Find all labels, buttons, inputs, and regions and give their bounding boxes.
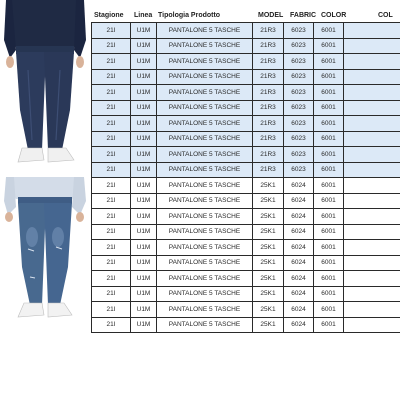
cell-fabric: 6024 [284,287,314,302]
cell-model: 21R3 [253,147,284,162]
cell-fabric: 6024 [284,225,314,240]
table-row [91,54,400,70]
cell-model: 25K1 [253,178,284,193]
cell-linea: U1M [131,302,157,317]
cell-fabric: 6024 [284,318,314,333]
cell-linea: U1M [131,85,157,100]
cell-tipologia: PANTALONE 5 TASCHE [157,163,253,178]
cell-fabric: 6024 [284,209,314,224]
header-stagione: Stagione [94,12,124,19]
cell-model: 21R3 [253,85,284,100]
cell-model: 25K1 [253,209,284,224]
cell-stagione: 21I [91,132,131,147]
cell-model: 21R3 [253,39,284,54]
cell-fabric: 6023 [284,132,314,147]
cell-fabric: 6024 [284,302,314,317]
cell-col [344,101,400,116]
cell-color: 6001 [314,54,344,69]
cell-model: 25K1 [253,287,284,302]
cell-stagione: 21I [91,302,131,317]
cell-stagione: 21I [91,194,131,209]
cell-model: 25K1 [253,225,284,240]
cell-col [344,54,400,69]
cell-col [344,70,400,85]
cell-tipologia: PANTALONE 5 TASCHE [157,70,253,85]
cell-col [344,225,400,240]
cell-tipologia: PANTALONE 5 TASCHE [157,178,253,193]
cell-color: 6001 [314,271,344,286]
cell-linea: U1M [131,54,157,69]
table-row [91,85,400,101]
cell-color: 6001 [314,23,344,38]
cell-stagione: 21I [91,23,131,38]
table-row [91,318,400,334]
cell-linea: U1M [131,271,157,286]
cell-color: 6001 [314,178,344,193]
cell-color: 6001 [314,39,344,54]
cell-col [344,287,400,302]
cell-color: 6001 [314,194,344,209]
cell-fabric: 6024 [284,194,314,209]
cell-col [344,147,400,162]
cell-tipologia: PANTALONE 5 TASCHE [157,147,253,162]
header-color: COLOR [321,12,347,19]
cell-col [344,163,400,178]
cell-color: 6001 [314,287,344,302]
cell-stagione: 21I [91,318,131,333]
cell-fabric: 6023 [284,85,314,100]
table-row [91,116,400,132]
table-row [91,209,400,225]
cell-color: 6001 [314,132,344,147]
cell-stagione: 21I [91,287,131,302]
cell-linea: U1M [131,209,157,224]
cell-col [344,194,400,209]
cell-linea: U1M [131,39,157,54]
table-row [91,302,400,318]
cell-fabric: 6023 [284,163,314,178]
cell-fabric: 6024 [284,178,314,193]
cell-model: 21R3 [253,70,284,85]
cell-linea: U1M [131,287,157,302]
cell-model: 21R3 [253,54,284,69]
cell-linea: U1M [131,178,157,193]
cell-tipologia: PANTALONE 5 TASCHE [157,54,253,69]
cell-col [344,318,400,333]
cell-color: 6001 [314,116,344,131]
cell-stagione: 21I [91,163,131,178]
cell-tipologia: PANTALONE 5 TASCHE [157,116,253,131]
cell-color: 6001 [314,163,344,178]
cell-tipologia: PANTALONE 5 TASCHE [157,85,253,100]
header-fabric: FABRIC [290,12,317,19]
cell-stagione: 21I [91,240,131,255]
cell-fabric: 6023 [284,54,314,69]
cell-color: 6001 [314,209,344,224]
table-row [91,256,400,272]
table-row [91,39,400,55]
cell-stagione: 21I [91,39,131,54]
cell-color: 6001 [314,85,344,100]
cell-linea: U1M [131,240,157,255]
cell-fabric: 6023 [284,147,314,162]
cell-stagione: 21I [91,101,131,116]
cell-tipologia: PANTALONE 5 TASCHE [157,318,253,333]
cell-linea: U1M [131,23,157,38]
cell-stagione: 21I [91,54,131,69]
cell-fabric: 6023 [284,23,314,38]
product-image-distressed-jeans [0,177,88,330]
cell-col [344,178,400,193]
product-image-dark-jeans [0,0,88,176]
header-col-truncated: COL [378,12,393,19]
cell-model: 25K1 [253,256,284,271]
cell-tipologia: PANTALONE 5 TASCHE [157,271,253,286]
cell-col [344,271,400,286]
cell-color: 6001 [314,101,344,116]
table-row [91,287,400,303]
table-row [91,147,400,163]
cell-linea: U1M [131,70,157,85]
table-row [91,132,400,148]
cell-color: 6001 [314,70,344,85]
product-table [91,22,400,333]
cell-col [344,132,400,147]
cell-tipologia: PANTALONE 5 TASCHE [157,256,253,271]
cell-linea: U1M [131,147,157,162]
cell-color: 6001 [314,147,344,162]
cell-stagione: 21I [91,256,131,271]
cell-fabric: 6023 [284,101,314,116]
cell-col [344,256,400,271]
cell-stagione: 21I [91,147,131,162]
cell-fabric: 6024 [284,256,314,271]
cell-linea: U1M [131,225,157,240]
cell-model: 25K1 [253,318,284,333]
cell-stagione: 21I [91,116,131,131]
cell-color: 6001 [314,240,344,255]
cell-stagione: 21I [91,271,131,286]
cell-tipologia: PANTALONE 5 TASCHE [157,101,253,116]
cell-color: 6001 [314,225,344,240]
cell-color: 6001 [314,302,344,317]
cell-color: 6001 [314,318,344,333]
table-row [91,194,400,210]
cell-fabric: 6023 [284,116,314,131]
cell-fabric: 6024 [284,271,314,286]
cell-col [344,85,400,100]
table-row [91,178,400,194]
cell-fabric: 6023 [284,70,314,85]
cell-tipologia: PANTALONE 5 TASCHE [157,287,253,302]
cell-tipologia: PANTALONE 5 TASCHE [157,302,253,317]
cell-col [344,209,400,224]
cell-linea: U1M [131,163,157,178]
cell-fabric: 6024 [284,240,314,255]
cell-linea: U1M [131,194,157,209]
table-row [91,240,400,256]
table-row [91,23,400,39]
cell-stagione: 21I [91,70,131,85]
header-model: MODEL [258,12,284,19]
table-row [91,101,400,117]
cell-linea: U1M [131,116,157,131]
cell-col [344,39,400,54]
header-tipologia: Tipologia Prodotto [158,12,221,19]
cell-tipologia: PANTALONE 5 TASCHE [157,39,253,54]
cell-model: 21R3 [253,132,284,147]
cell-model: 21R3 [253,101,284,116]
cell-model: 25K1 [253,240,284,255]
cell-tipologia: PANTALONE 5 TASCHE [157,23,253,38]
header-linea: Linea [134,12,153,19]
cell-linea: U1M [131,132,157,147]
cell-tipologia: PANTALONE 5 TASCHE [157,240,253,255]
table-row [91,271,400,287]
cell-linea: U1M [131,101,157,116]
cell-model: 21R3 [253,23,284,38]
cell-model: 25K1 [253,271,284,286]
cell-col [344,240,400,255]
cell-fabric: 6023 [284,39,314,54]
cell-stagione: 21I [91,85,131,100]
cell-stagione: 21I [91,178,131,193]
cell-model: 25K1 [253,302,284,317]
cell-col [344,116,400,131]
cell-model: 21R3 [253,116,284,131]
table-row [91,70,400,86]
cell-tipologia: PANTALONE 5 TASCHE [157,225,253,240]
table-row [91,225,400,241]
cell-model: 21R3 [253,163,284,178]
table-row [91,163,400,179]
cell-tipologia: PANTALONE 5 TASCHE [157,209,253,224]
cell-col [344,302,400,317]
cell-tipologia: PANTALONE 5 TASCHE [157,132,253,147]
cell-linea: U1M [131,256,157,271]
cell-linea: U1M [131,318,157,333]
cell-color: 6001 [314,256,344,271]
cell-col [344,23,400,38]
cell-tipologia: PANTALONE 5 TASCHE [157,194,253,209]
cell-model: 25K1 [253,194,284,209]
cell-stagione: 21I [91,225,131,240]
cell-stagione: 21I [91,209,131,224]
